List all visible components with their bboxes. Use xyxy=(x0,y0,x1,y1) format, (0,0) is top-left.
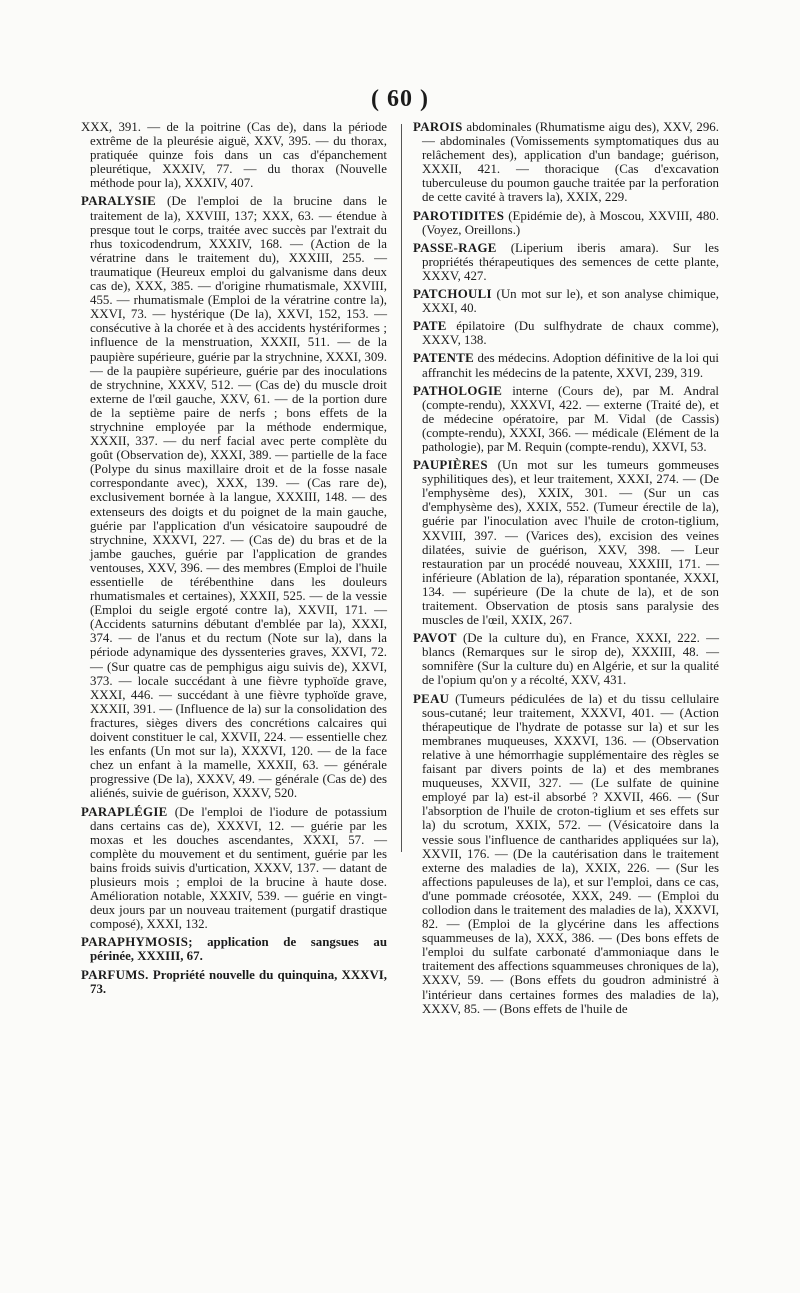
entry-headword: PARFUMS. xyxy=(81,967,149,982)
index-entry xyxy=(413,319,719,347)
index-entry xyxy=(413,631,719,687)
index-entry xyxy=(81,120,387,190)
entry-text: (De la culture du), en France, XXXI, 222. — blancs (Remarques sur le sirop de), XXXIII, 48. — somnifère (Sur la culture du) en Algérie, et sur la qualité de l'opium qu'on y a récolté, XXV, 431. xyxy=(422,631,719,688)
index-entry xyxy=(413,120,719,205)
index-entry xyxy=(81,968,387,996)
index-entry xyxy=(413,692,719,1016)
entry-text: interne (Cours de), par M. Andral (compte-rendu), XXXVI, 422. — externe (Traité de), et de médecine opératoire, par M. Vidal (de Cassis) (compte-rendu), XXXI, 366. — médicale (Elément de la pathologie), par M. Requin (compte-rendu), XXVI, 53. xyxy=(422,383,719,454)
entry-text: ; application de sangsues au périnée, XXXIII, 67. xyxy=(90,935,387,964)
column-divider xyxy=(401,124,402,852)
index-entry xyxy=(413,458,719,627)
entry-headword: PAUPIÈRES xyxy=(413,458,488,473)
page-number: ( 60 ) xyxy=(371,86,429,112)
entry-headword: PAROTIDITES xyxy=(413,208,505,223)
index-entry xyxy=(81,805,387,932)
entry-text: (Un mot sur les tumeurs gommeuses syphilitiques des), et leur traitement, XXXI, 274. — (De l'emphysème des), XXIX, 301. — (Sur un cas d'emphysème des), XXIX, 552. (Tumeur érectile de la), guérie par l'inoculation avec l'huile de croton-tiglium, XXVIII, 397. — (Varices des), excision des veines dilatées, suivie de guérison, XXV, 398. — Leur restauration par un procédé nouveau, XXXIII, 171. — inférieure (Ablation de la), réparation spontanée, XXXI, 134. — supérieure (De la chute de la), et de son traitement. Observation de ptosis sans paralysie des muscles de l'œil, XXIX, 267. xyxy=(422,458,719,628)
entry-text: (Tumeurs pédiculées de la) et du tissu cellulaire sous-cutané; leur traitement, XXXVI, 401. — (Action thérapeutique de l'hydrate de potasse sur la) et sur les membranes muqueuses, XXXVI, 136. — (Observation relative à une hémorrhagie supplémentaire des règles se faisant par divers points de la) et des membranes muqueuses, XXVII, 327. — (Le sulfate de quinine employé par la) est-il absorbé ? XXVII, 466. — (Sur l'absorption de l'huile de croton-tiglium et ses effets sur la) du scrotum, XXIX, 572. — (Vésicatoire dans la vessie sous l'influence de cantharides appliquées sur la), XXVII, 176. — (De la cautérisation dans le traitement externe des maladies de la), XXIX, 226. — (Sur les affections papuleuses de la), et sur l'emploi, dans ce cas, d'une pommade créosotée, XXX, 249. — (Emploi du collodion dans le traitement des maladies de la), XXXVI, 82. — (Emploi de la glycérine dans les affections squammeuses de la), XXX, 386. — (Des bons effets de l'emploi du sulfate carbonaté d'ammoniaque dans le traitement des affections squammeuses chroniques de la), XXXV, 59. — (Bons effets du goudron administré à l'intérieur dans certaines formes des maladies de la), XXXV, 85. — (Bons effets de l'huile de xyxy=(422,691,719,1016)
entry-text: (Epidémie de), à Moscou, XXVIII, 480. (Voyez, Oreillons.) xyxy=(422,208,719,237)
entry-text: (Un mot sur le), et son analyse chimique, XXXI, 40. xyxy=(422,287,719,316)
entry-headword: PARALYSIE xyxy=(81,194,157,209)
entry-headword: PATCHOULI xyxy=(413,287,492,302)
entry-text: (Liperium iberis amara). Sur les propriétés thérapeutiques des semences de cette plante, XXXV, 427. xyxy=(422,240,719,283)
entry-text: (De l'emploi de l'iodure de potassium dans certains cas de), XXXVI, 12. — guérie par les moxas et les douches ascendantes, XXXI, 57. — complète du mouvement et du sentiment, guérie par les bains froids suivis d'urtication, XXXV, 137. — datant de plusieurs mois ; emploi de la brucine à haute dose. Amélioration notable, XXXIV, 539. — guérie en vingt-deux jours par un nouveau traitement (purgatif drastique composé), XXXI, 132. xyxy=(90,804,388,932)
index-entry xyxy=(413,241,719,283)
entry-headword: PATENTE xyxy=(413,351,475,366)
index-entry xyxy=(81,194,387,800)
entry-headword: PAROIS xyxy=(413,120,463,134)
entry-headword: PARAPHYMOSIS xyxy=(81,935,189,950)
index-entry xyxy=(413,287,719,315)
entry-headword: PAVOT xyxy=(413,631,457,646)
entry-text: abdominales (Rhumatisme aigu des), XXV, 296. — abdominales (Vomissements symptomatiques dus au relâchement des), application d'un bandage; guérison, XXXII, 421. — thoracique (Cas d'excavation tuberculeuse du poumon gauche traitée par la perforation de cette cavité à travers la), XXIX, 229. xyxy=(422,120,719,205)
index-entry xyxy=(413,351,719,379)
right-column xyxy=(413,120,719,1020)
index-entry xyxy=(81,935,387,963)
entry-text: XXX, 391. — de la poitrine (Cas de), dans la période extrême de la pleurésie aiguë, XXV, 395. — du thorax, pratiquée quinze fois dans un cas d'épanchement pleurétique, XXXIV, 77. — du thorax (Nouvelle méthode pour la), XXXIV, 407. xyxy=(81,120,387,191)
left-column xyxy=(81,120,387,1000)
index-entry xyxy=(413,209,719,237)
entry-headword: PEAU xyxy=(413,691,450,706)
entry-headword: PASSE-RAGE xyxy=(413,240,497,255)
entry-text: Propriété nouvelle du quinquina, XXXVI, 73. xyxy=(90,967,387,996)
entry-text: des médecins. Adoption définitive de la loi qui affranchit les médecins de la patente, XXVI, 239, 319. xyxy=(422,351,719,380)
entry-headword: PATHOLOGIE xyxy=(413,383,503,398)
entry-headword: PARAPLÉGIE xyxy=(81,804,168,819)
entry-text: épilatoire (Du sulfhydrate de chaux comme), XXXV, 138. xyxy=(422,319,719,348)
entry-headword: PATE xyxy=(413,319,447,334)
entry-text: (De l'emploi de la brucine dans le traitement de la), XXVIII, 137; XXX, 63. — étendue à presque tout le corps, traitée avec succès par l'extrait du rhus toxicodendrum, XXXIV, 168. — (Action de la vératrine dans le traitement du), XXXIII, 255. — traumatique (Heureux emploi du galvanisme dans deux cas de), XXX, 385. — d'origine rhumatismale, XXVIII, 455. — rhumatismale (Emploi de la vératrine contre la), XXVI, 73. — hystérique (De la), XXVI, 152, 153. — consécutive à la chorée et à des accidents hystériformes ; influence de la menstruation, XXXII, 511. — de la paupière supérieure, guérie par la strychnine, XXXI, 309. — de la paupière supérieure, guérie par des inoculations de strychnine, XXXV, 512. — (Cas de) du muscle droit externe de l'œil gauche, XXV, 61. — de la portion dure de la septième paire de nerfs ; bons effets de la strychnine employée par la méthode endermique, XXXII, 337. — du nerf facial avec perte complète du goût (Observation de), XXXI, 389. — partielle de la face (Polype du sinus maxillaire droit et de la fosse nasale correspondante avec), XXX, 139. — (Cas rare de), exclusivement bornée à la langue, XXXIII, 148. — des extenseurs des doigts et du poignet de la main gauche, guérie par l'application d'un vésicatoire saupoudré de strychnine, XXXVI, 227. — (Cas de) du bras et de la jambe gauches, guérie par l'application de grandes ventouses, XXV, 396. — des membres (Emploi de l'huile essentielle de térébenthine dans les douleurs rhumatismales et certaines), XXXII, 525. — de la vessie (Emploi du seigle ergoté contre la), XXVII, 171. — (Accidents saturnins débutant d'emblée par la), XXXI, 374. — de l'anus et du rectum (Note sur la), dans la période adynamique des dyssenteries graves, XXVI, 72. — (Sur quatre cas de pemphigus aigu suivis de), XXVI, 373. — locale succédant à une fièvre typhoïde grave, XXXI, 446. — succédant à une fièvre typhoïde grave, XXXII, 391. — (Influence de la) sur la consolidation des fractures, sièges divers des concrétions calcaires qui doivent constituer le cal, XXVII, 224. — essentielle chez les enfants (Un mot sur la), XXXVI, 120. — de la face chez un enfant à la mamelle, XXXII, 63. — générale progressive (De la), XXXV, 49. — générale (Cas de) des aliénés, suivie de guérison, XXXV, 520. xyxy=(90,194,387,801)
index-entry xyxy=(413,384,719,454)
